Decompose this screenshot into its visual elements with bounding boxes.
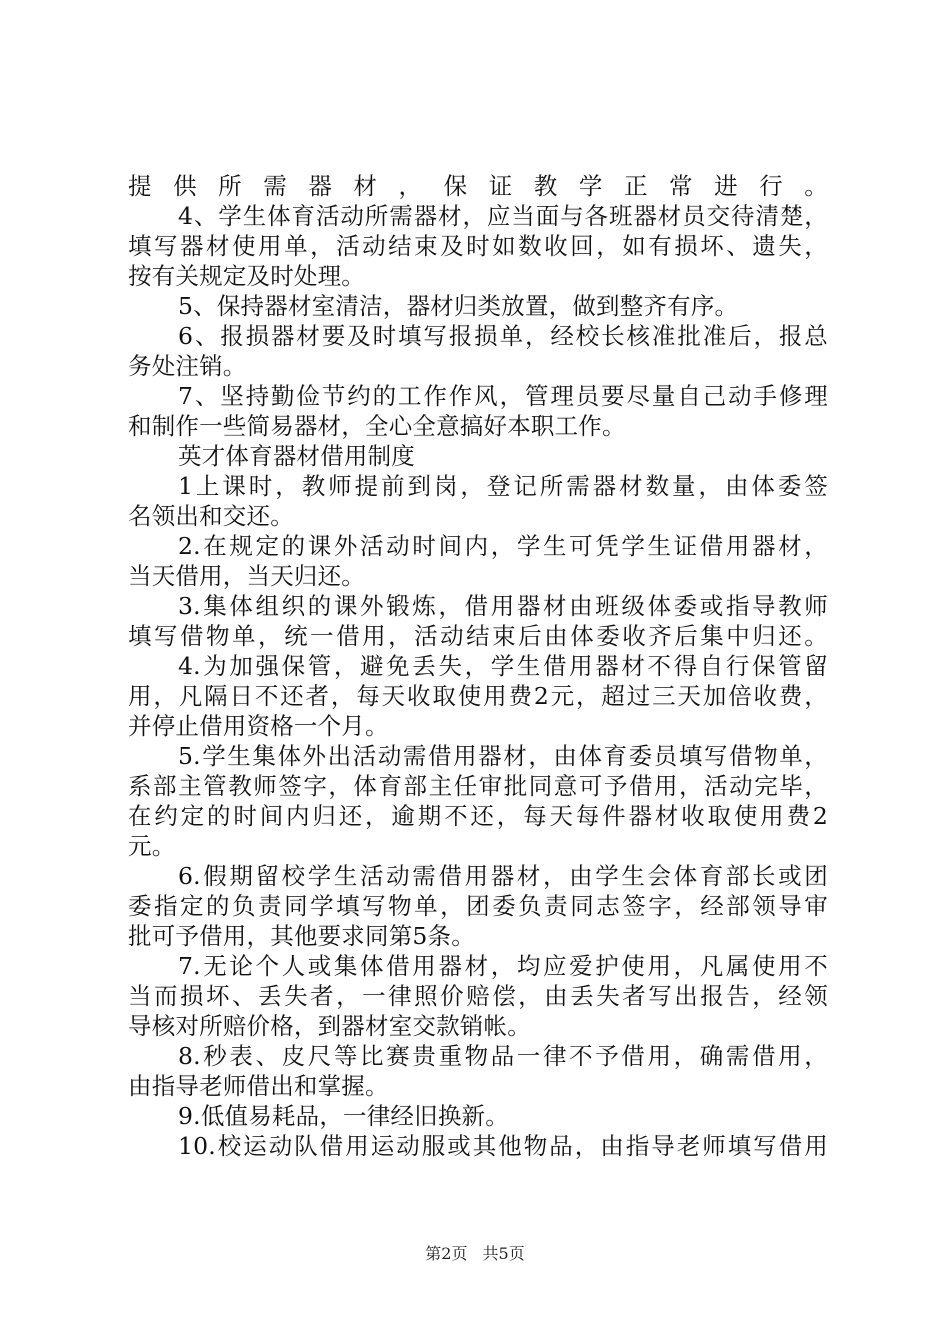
text-line: 5.学生集体外出活动需借用器材，由体育委员填写借物单， [178,742,828,770]
text-line: 当而损坏、丢失者，一律照价赔偿，由丢失者写出报告，经领 [128,982,828,1010]
text-line: 委指定的负责同学填写物单，团委负责同志签字，经部领导审 [128,892,828,920]
text-line: 在约定的时间内归还，逾期不还，每天每件器材收取使用费2 [128,802,828,830]
text-line: 务处注销。 [128,352,247,380]
text-line: 元。 [128,832,176,860]
text-line: 按有关规定及时处理。 [128,262,365,290]
document-body [128,171,828,1161]
text-line: 提供所需器材，保证教学正常进行。 [128,172,828,200]
text-line: 9.低值易耗品，一律经旧换新。 [178,1102,509,1130]
text-line: 7.无论个人或集体借用器材，均应爱护使用，凡属使用不 [178,952,828,980]
section-heading: 英才体育器材借用制度 [178,442,415,470]
text-line: 5、保持器材室清洁，器材归类放置，做到整齐有序。 [178,292,739,320]
text-line: 批可予借用，其他要求同第5条。 [128,922,475,950]
text-line: 用，凡隔日不还者，每天收取使用费2元，超过三天加倍收费， [128,682,828,710]
text-line: 填写器材使用单，活动结束及时如数收回，如有损坏、遗失， [128,232,828,260]
text-line: 4.为加强保管，避免丢失，学生借用器材不得自行保管留 [178,652,828,680]
text-line: 6、报损器材要及时填写报损单，经校长核准批准后，报总 [178,322,828,350]
text-line: 导核对所赔价格，到器材室交款销帐。 [128,1012,531,1040]
text-line: 和制作一些简易器材，全心全意搞好本职工作。 [128,412,626,440]
text-line: 7、坚持勤俭节约的工作作风，管理员要尽量自己动手修理 [178,382,828,410]
text-line: 8.秒表、皮尺等比赛贵重物品一律不予借用，确需借用， [178,1042,828,1070]
text-line: 填写借物单，统一借用，活动结束后由体委收齐后集中归还。 [128,622,828,650]
text-line: 名领出和交还。 [128,502,294,530]
text-line: 6.假期留校学生活动需借用器材，由学生会体育部长或团 [178,862,828,890]
page-total: 共5页 [482,1244,525,1263]
text-line: 2.在规定的课外活动时间内，学生可凭学生证借用器材， [178,532,828,560]
page-number: 第2页 [425,1244,468,1263]
text-line: 由指导老师借出和掌握。 [128,1072,389,1100]
text-line: 系部主管教师签字，体育部主任审批同意可予借用，活动完毕， [128,772,828,800]
text-line: 当天借用，当天归还。 [128,562,365,590]
page-footer [0,1244,950,1264]
text-line: 4、学生体育活动所需器材，应当面与各班器材员交待清楚， [178,202,828,230]
text-line: 10.校运动队借用运动服或其他物品，由指导老师填写借用 [178,1132,828,1160]
text-line: 并停止借用资格一个月。 [128,712,389,740]
text-line: 1上课时，教师提前到岗，登记所需器材数量，由体委签 [178,472,828,500]
text-line: 3.集体组织的课外锻炼，借用器材由班级体委或指导教师 [178,592,828,620]
